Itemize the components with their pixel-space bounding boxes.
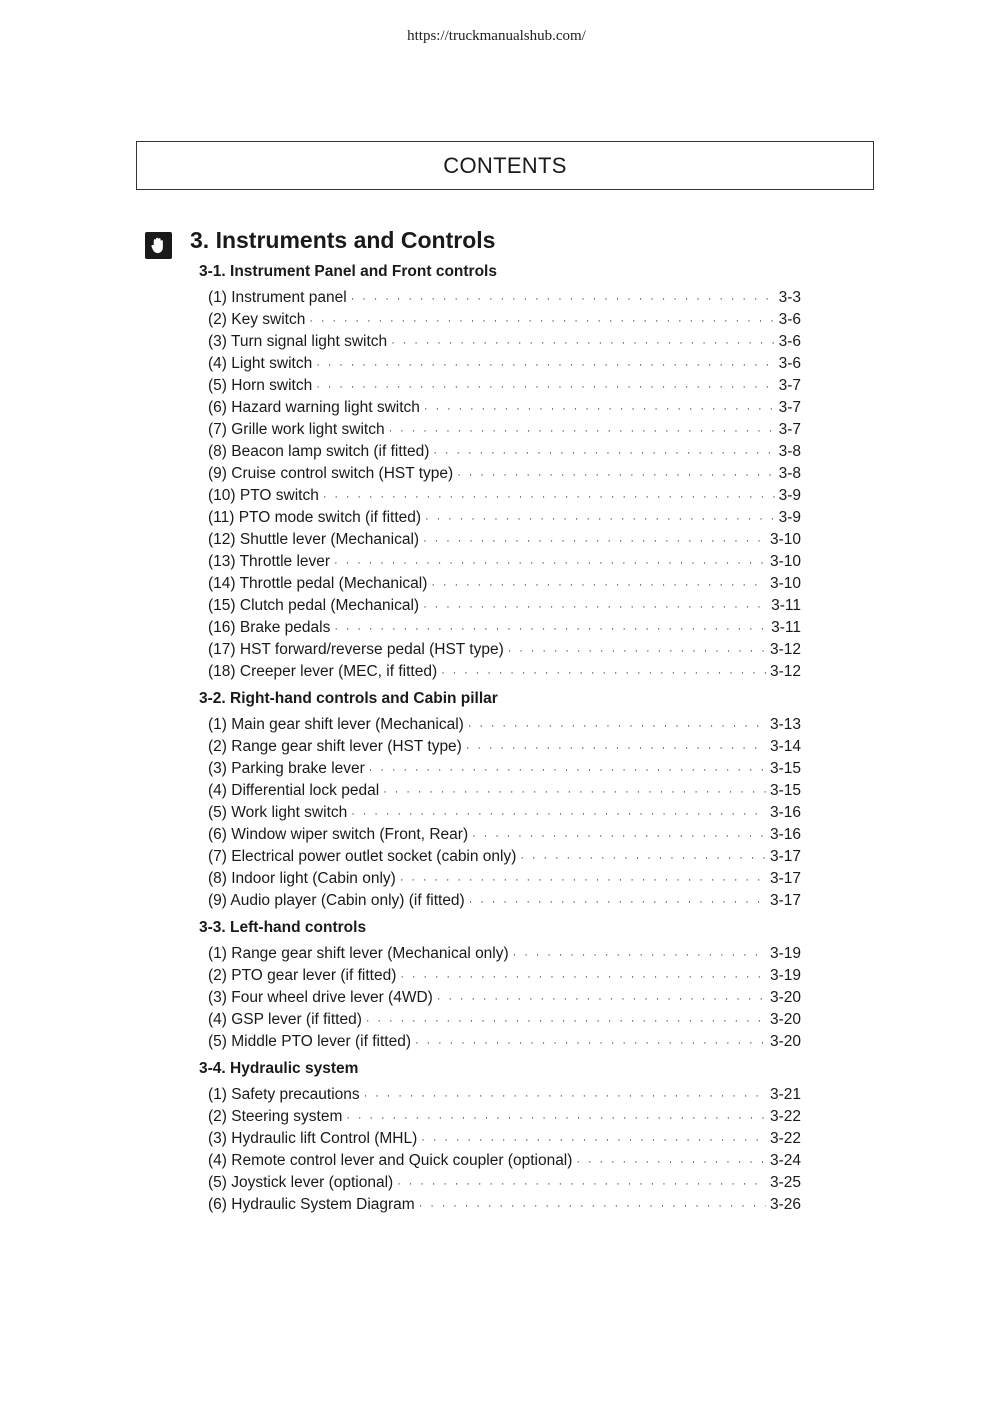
toc-entry[interactable] — [199, 943, 801, 965]
toc-entry[interactable] — [199, 824, 801, 846]
toc-entry[interactable] — [199, 1150, 801, 1172]
toc-entry[interactable] — [199, 287, 801, 309]
toc-entry-page: 3-22 — [769, 1130, 801, 1147]
toc-entry-page: 3-6 — [778, 355, 801, 372]
toc-entry[interactable] — [199, 419, 801, 441]
toc-entry[interactable] — [199, 714, 801, 736]
toc-entry[interactable] — [199, 639, 801, 661]
dot-leader — [520, 847, 766, 869]
toc-entry-page: 3-13 — [769, 716, 801, 733]
toc-entry-page: 3-10 — [769, 531, 801, 548]
dot-leader — [508, 640, 766, 662]
toc-entry[interactable] — [199, 529, 801, 551]
dot-leader — [334, 618, 767, 640]
dot-leader — [397, 1173, 766, 1195]
toc-entry-label: (3) Four wheel drive lever (4WD) — [208, 989, 433, 1006]
section-title: 3-4. Hydraulic system — [199, 1060, 359, 1077]
toc-entry-page: 3-19 — [769, 945, 801, 962]
toc-entry-label: (6) Hazard warning light switch — [208, 399, 420, 416]
toc-entry[interactable] — [199, 551, 801, 573]
dot-leader — [513, 944, 766, 966]
dot-leader — [437, 988, 766, 1010]
toc-entry[interactable] — [199, 441, 801, 463]
toc-entry[interactable] — [199, 661, 801, 683]
contents-title: CONTENTS — [443, 152, 567, 178]
toc-entry-label: (7) Grille work light switch — [208, 421, 385, 438]
section-title: 3-2. Right-hand controls and Cabin pillar — [199, 690, 498, 707]
dot-leader — [383, 781, 766, 803]
toc-entry-page: 3-9 — [778, 509, 801, 526]
toc-entry[interactable] — [199, 890, 801, 912]
toc-entry-label: (12) Shuttle lever (Mechanical) — [208, 531, 420, 548]
toc-entry[interactable] — [199, 1009, 801, 1031]
toc-entry-page: 3-6 — [778, 311, 801, 328]
toc-entry[interactable] — [199, 1172, 801, 1194]
toc-entry-label: (16) Brake pedals — [208, 619, 331, 636]
toc-entry-page: 3-19 — [769, 967, 801, 984]
hand-stop-icon — [145, 232, 172, 259]
toc-entry-label: (8) Beacon lamp switch (if fitted) — [208, 443, 430, 460]
toc-entry-label: (1) Range gear shift lever (Mechanical only) — [208, 945, 509, 962]
toc-entry-page: 3-6 — [778, 333, 801, 350]
dot-leader — [419, 1195, 766, 1217]
toc-entry-page: 3-7 — [778, 421, 801, 438]
dot-leader — [423, 530, 766, 552]
toc-entry[interactable] — [199, 595, 801, 617]
toc-entry[interactable] — [199, 309, 801, 331]
toc-entry-label: (3) Parking brake lever — [208, 760, 365, 777]
toc-entry-label: (18) Creeper lever (MEC, if fitted) — [208, 663, 438, 680]
toc-entry-page: 3-17 — [769, 892, 801, 909]
toc-entry-label: (5) Middle PTO lever (if fitted) — [208, 1033, 411, 1050]
toc-entry-label: (9) Cruise control switch (HST type) — [208, 465, 454, 482]
toc-entry-label: (2) Key switch — [208, 311, 306, 328]
toc-entry-label: (13) Throttle lever — [208, 553, 331, 570]
toc-entry-label: (2) Range gear shift lever (HST type) — [208, 738, 462, 755]
dot-leader — [309, 310, 774, 332]
toc-entry-page: 3-8 — [778, 465, 801, 482]
dot-leader — [366, 1010, 766, 1032]
toc-entry-page: 3-3 — [778, 289, 801, 306]
toc-entry-label: (4) GSP lever (if fitted) — [208, 1011, 362, 1028]
dot-leader — [576, 1151, 766, 1173]
dot-leader — [469, 891, 766, 913]
dot-leader — [431, 574, 766, 596]
toc-entry-page: 3-14 — [769, 738, 801, 755]
toc-entry-label: (4) Differential lock pedal — [208, 782, 380, 799]
toc-entry[interactable] — [199, 1106, 801, 1128]
toc-entry-label: (4) Remote control lever and Quick coupler (optional) — [208, 1152, 573, 1169]
toc-entry[interactable] — [199, 1031, 801, 1053]
toc-entry[interactable] — [199, 617, 801, 639]
dot-leader — [334, 552, 766, 574]
toc-entry-label: (17) HST forward/reverse pedal (HST type) — [208, 641, 504, 658]
toc-entry-page: 3-8 — [778, 443, 801, 460]
section-title: 3-1. Instrument Panel and Front controls — [199, 263, 497, 280]
toc-entry-label: (14) Throttle pedal (Mechanical) — [208, 575, 428, 592]
toc-entry-page: 3-7 — [778, 377, 801, 394]
toc-entry[interactable] — [199, 846, 801, 868]
toc-entry[interactable] — [199, 802, 801, 824]
toc-entry[interactable] — [199, 987, 801, 1009]
toc-entry[interactable] — [199, 353, 801, 375]
toc-entry-label: (6) Hydraulic System Diagram — [208, 1196, 415, 1213]
toc-entry[interactable] — [199, 375, 801, 397]
toc-entry[interactable] — [199, 736, 801, 758]
dot-leader — [424, 398, 775, 420]
dot-leader — [400, 869, 766, 891]
toc-entry-label: (9) Audio player (Cabin only) (if fitted) — [208, 892, 465, 909]
dot-leader — [364, 1085, 766, 1107]
toc-entry-label: (5) Joystick lever (optional) — [208, 1174, 394, 1191]
toc-entry-page: 3-12 — [769, 641, 801, 658]
toc-entry-label: (11) PTO mode switch (if fitted) — [208, 509, 422, 526]
section-title: 3-3. Left-hand controls — [199, 919, 367, 936]
toc-entry-label: (1) Instrument panel — [208, 289, 347, 306]
dot-leader — [441, 662, 766, 684]
dot-leader — [369, 759, 766, 781]
toc-entry-label: (5) Work light switch — [208, 804, 348, 821]
toc-entry-page: 3-11 — [771, 597, 801, 614]
toc-entry-page: 3-10 — [769, 553, 801, 570]
dot-leader — [425, 508, 775, 530]
toc-entry-page: 3-20 — [769, 1011, 801, 1028]
toc-entry[interactable] — [199, 1084, 801, 1106]
toc-entry-label: (6) Window wiper switch (Front, Rear) — [208, 826, 469, 843]
toc-entry[interactable] — [199, 507, 801, 529]
dot-leader — [468, 715, 766, 737]
toc-entry-page: 3-20 — [769, 989, 801, 1006]
toc-entry-page: 3-12 — [769, 663, 801, 680]
dot-leader — [389, 420, 775, 442]
table-of-contents — [199, 260, 801, 1220]
dot-leader — [351, 288, 775, 310]
dot-leader — [466, 737, 766, 759]
toc-entry-label: (8) Indoor light (Cabin only) — [208, 870, 396, 887]
toc-entry-page: 3-17 — [769, 848, 801, 865]
toc-entry[interactable] — [199, 965, 801, 987]
source-url[interactable]: https://truckmanualshub.com/ — [407, 28, 586, 44]
chapter-title: 3. Instruments and Controls — [190, 227, 496, 253]
toc-entry-label: (4) Light switch — [208, 355, 313, 372]
toc-entry[interactable] — [199, 331, 801, 353]
toc-entry-page: 3-25 — [769, 1174, 801, 1191]
toc-entry[interactable] — [199, 397, 801, 419]
dot-leader — [323, 486, 775, 508]
toc-entry[interactable] — [199, 573, 801, 595]
dot-leader — [423, 596, 767, 618]
toc-entry-label: (5) Horn switch — [208, 377, 313, 394]
dot-leader — [457, 464, 774, 486]
toc-entry-page: 3-22 — [769, 1108, 801, 1125]
toc-entry-page: 3-24 — [769, 1152, 801, 1169]
toc-entry[interactable] — [199, 780, 801, 802]
toc-entry-label: (1) Safety precautions — [208, 1086, 360, 1103]
toc-entry-label: (1) Main gear shift lever (Mechanical) — [208, 716, 464, 733]
toc-entry-page: 3-21 — [769, 1086, 801, 1103]
contents-heading-box — [136, 141, 874, 190]
toc-entry-page: 3-15 — [769, 782, 801, 799]
toc-entry[interactable] — [199, 868, 801, 890]
toc-entry-page: 3-16 — [769, 804, 801, 821]
toc-entry-page: 3-11 — [771, 619, 801, 636]
toc-entry[interactable] — [199, 758, 801, 780]
toc-entry[interactable] — [199, 463, 801, 485]
toc-entry-label: (2) PTO gear lever (if fitted) — [208, 967, 397, 984]
toc-entry-page: 3-9 — [778, 487, 801, 504]
dot-leader — [316, 354, 774, 376]
toc-entry-label: (10) PTO switch — [208, 487, 319, 504]
toc-entry-page: 3-26 — [769, 1196, 801, 1213]
toc-entry-page: 3-10 — [769, 575, 801, 592]
toc-entry-page: 3-15 — [769, 760, 801, 777]
dot-leader — [346, 1107, 766, 1129]
dot-leader — [433, 442, 774, 464]
toc-entry-page: 3-17 — [769, 870, 801, 887]
dot-leader — [391, 332, 774, 354]
toc-entry[interactable] — [199, 1128, 801, 1150]
toc-entry[interactable] — [199, 1194, 801, 1216]
dot-leader — [351, 803, 766, 825]
toc-entry-label: (3) Turn signal light switch — [208, 333, 388, 350]
toc-entry-label: (2) Steering system — [208, 1108, 343, 1125]
dot-leader — [400, 966, 766, 988]
toc-entry-label: (3) Hydraulic lift Control (MHL) — [208, 1130, 418, 1147]
dot-leader — [415, 1032, 766, 1054]
dot-leader — [421, 1129, 766, 1151]
toc-entry-label: (15) Clutch pedal (Mechanical) — [208, 597, 420, 614]
toc-entry-page: 3-20 — [769, 1033, 801, 1050]
toc-entry-page: 3-16 — [769, 826, 801, 843]
toc-entry-label: (7) Electrical power outlet socket (cabin only) — [208, 848, 517, 865]
dot-leader — [472, 825, 766, 847]
toc-entry[interactable] — [199, 485, 801, 507]
dot-leader — [316, 376, 774, 398]
toc-entry-page: 3-7 — [778, 399, 801, 416]
